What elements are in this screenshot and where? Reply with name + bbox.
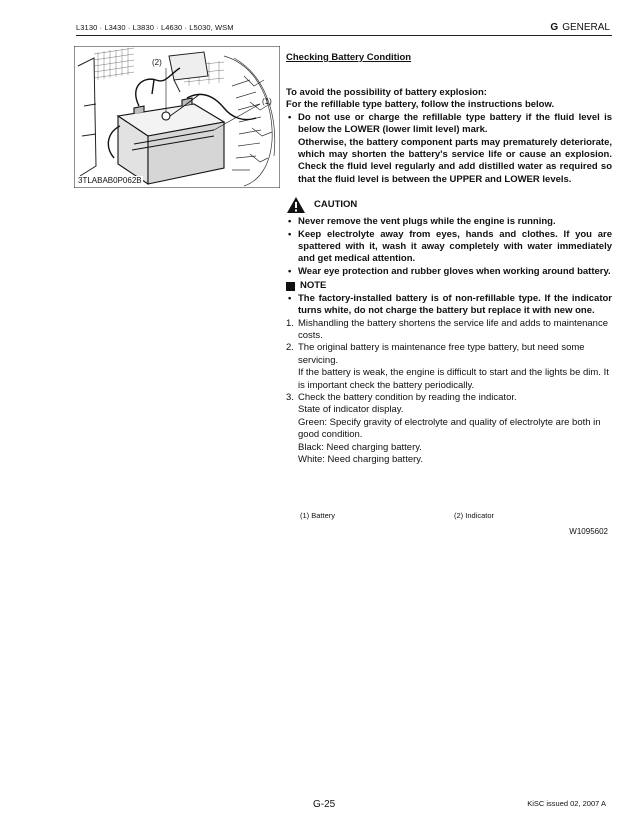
item-text: Check the battery condition by reading the indicator. <box>298 391 517 403</box>
note-bullet-text: The factory-installed battery is of non-refillable type. If the indicator turns white, do not charge the battery but replace it with new one. <box>298 292 612 317</box>
caution-item-2: • Keep electrolyte away from eyes, hands and clothes. If you are spattered with it, wash it away completely with water immediately and get medical attention. <box>288 228 612 265</box>
note-heading <box>286 280 612 292</box>
indicator-white: White: Need charging battery. <box>298 453 423 465</box>
battery-illustration <box>74 46 280 188</box>
caution-item-text: Never remove the vent plugs while the engine is running. <box>298 216 556 228</box>
issued-note: KiSC issued 02, 2007 A <box>527 799 606 808</box>
legend-indicator: (2) Indicator <box>454 511 495 520</box>
header-section <box>550 22 610 33</box>
header-models: L3130 · L3430 · L3830 · L4630 · L5030, WSM <box>76 23 234 32</box>
warning-triangle-icon <box>286 196 306 214</box>
item-number: 2. <box>286 342 294 354</box>
indicator-state: State of indicator display. <box>298 404 404 416</box>
callout-battery: (1) <box>262 97 272 106</box>
caution-heading <box>286 196 612 214</box>
intro-line-1: To avoid the possibility of battery explosion: <box>286 87 487 98</box>
indicator-green: Green: Specify gravity of electrolyte and quality of electrolyte are both in good condition. <box>298 416 601 441</box>
refill-bullet <box>286 112 612 137</box>
section-title: Checking Battery Condition <box>286 52 412 63</box>
indicator-black: Black: Need charging battery. <box>298 441 422 453</box>
main-text <box>286 87 612 466</box>
refill-para-text: Otherwise, the battery component parts may prematurely deteriorate, which may shorten the battery's service life or cause an explosion. Check the fluid level regularly and add distilled water as required so that the fluid level is between the UPPER and LOWER levels. <box>298 136 612 185</box>
page-number: G-25 <box>313 799 336 810</box>
callout-indicator: (2) <box>152 58 162 67</box>
item-extra: If the battery is weak, the engine is difficult to start and the lights be dim. It is important check the battery periodically. <box>298 367 609 391</box>
item-number: 3. <box>286 391 294 403</box>
bullet-mark: • <box>288 111 292 123</box>
item-text: The original battery is maintenance free type battery, but need some servicing. <box>298 342 585 366</box>
numbered-item-3 <box>286 392 612 466</box>
caution-item-1: • Never remove the vent plugs while the engine is running. <box>286 216 612 228</box>
section-name: GENERAL <box>562 22 610 33</box>
note-square-icon <box>286 282 295 291</box>
caution-label: CAUTION <box>314 199 358 211</box>
header-rule <box>76 35 612 36</box>
item-number: 1. <box>286 317 294 329</box>
note-bullet: • The factory-installed battery is of non-refillable type. If the indicator turns white, do not charge the battery but replace it with new one. <box>288 292 612 317</box>
item-text: Mishandling the battery shortens the service life and adds to maintenance costs. <box>298 317 608 341</box>
intro-line-2: For the refillable type battery, follow the instructions below. <box>286 99 555 111</box>
refill-para <box>286 137 612 187</box>
legend-battery: (1) Battery <box>300 511 336 520</box>
caution-item-3: • Wear eye protection and rubber gloves when working around battery. <box>288 265 611 277</box>
figure-code: 3TLABAB0P062B <box>78 176 142 185</box>
caution-item-text: Keep electrolyte away from eyes, hands and clothes. If you are spattered with it, wash it away completely with water immediately and get medical attention. <box>298 228 612 265</box>
numbered-item-1 <box>286 318 612 343</box>
section-letter: G <box>550 22 559 33</box>
caution-item-text: Wear eye protection and rubber gloves when working around battery. <box>298 265 611 277</box>
numbered-item-2 <box>286 342 612 392</box>
refill-bullet-text: Do not use or charge the refillable type battery if the fluid level is below the LOWER (lower limit level) mark. <box>298 111 612 136</box>
reference-code: W1095602 <box>569 527 608 536</box>
section-title-block <box>286 52 612 64</box>
note-label: NOTE <box>300 280 327 292</box>
